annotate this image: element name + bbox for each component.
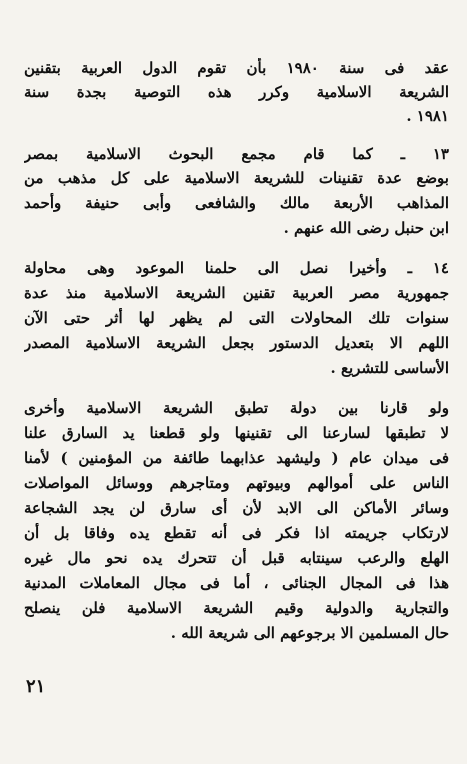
text-line: وسائر الأماكن الى الابد لأن أى سارق لن يجد الشجاعة	[24, 499, 449, 517]
text-line: سنوات تلك المحاولات التى لم يظهر لها أثر حتى الآن	[24, 309, 449, 327]
text-line: ولو قارنا بين دولة تطبق الشريعة الاسلامية وأخرى	[24, 399, 449, 417]
text-line: الشريعة الاسلامية وكرر هذه التوصية بجدة سنة	[24, 83, 449, 101]
text-line: ابن حنبل رضى الله عنهم .	[283, 219, 449, 237]
text-line: بوضع عدة تقنينات للشريعة الاسلامية على كل مذهب من	[24, 169, 449, 187]
text-line: ١٤ ـ وأخيرا نصل الى حلمنا الموعود وهى محاولة	[24, 259, 449, 277]
text-line: جمهورية مصر العربية تقنين الشريعة الاسلامية منذ عدة	[24, 284, 449, 302]
text-line: الهلع والرعب سينتابه قبل أن تتحرك يده نحو مال غيره	[24, 549, 449, 567]
text-line: حال المسلمين الا برجوعهم الى شريعة الله .	[170, 624, 449, 642]
text-line: ١٣ ـ كما قام مجمع البحوث الاسلامية بمصر	[24, 145, 449, 163]
text-line: لا تطبقها لسارعنا الى تقنينها ولو قطعنا يد السارق علنا	[24, 424, 449, 442]
text-line: ١٩٨١ .	[406, 107, 449, 125]
text-line: والتجارية والدولية وقيم الشريعة الاسلامية فلن ينصلح	[24, 599, 449, 617]
text-line: الناس على أموالهم وبيوتهم ومتاجرهم ووسائل المواصلات	[24, 474, 449, 492]
text-line: لارتكاب جريمته اذا فكر فى أنه تقطع يده وفاقا بل أن	[24, 524, 449, 542]
text-line: هذا فى المجال الجنائى ، أما فى مجال المعاملات المدنية	[24, 574, 449, 592]
text-line: اللهم الا بتعديل الدستور بجعل الشريعة الاسلامية المصدر	[24, 334, 449, 352]
text-line: عقد فى سنة ١٩٨٠ بأن تقوم الدول العربية بتقنين	[24, 59, 449, 77]
page-number: ٢١	[26, 676, 46, 697]
text-line: فى ميدان عام ( وليشهد عذابهما طائفة من المؤمنين ) لأمنا	[24, 449, 449, 467]
text-line: الأساسى للتشريع .	[330, 359, 449, 377]
text-line: المذاهب الأربعة مالك والشافعى وأبى حنيفة وأحمد	[24, 194, 449, 212]
